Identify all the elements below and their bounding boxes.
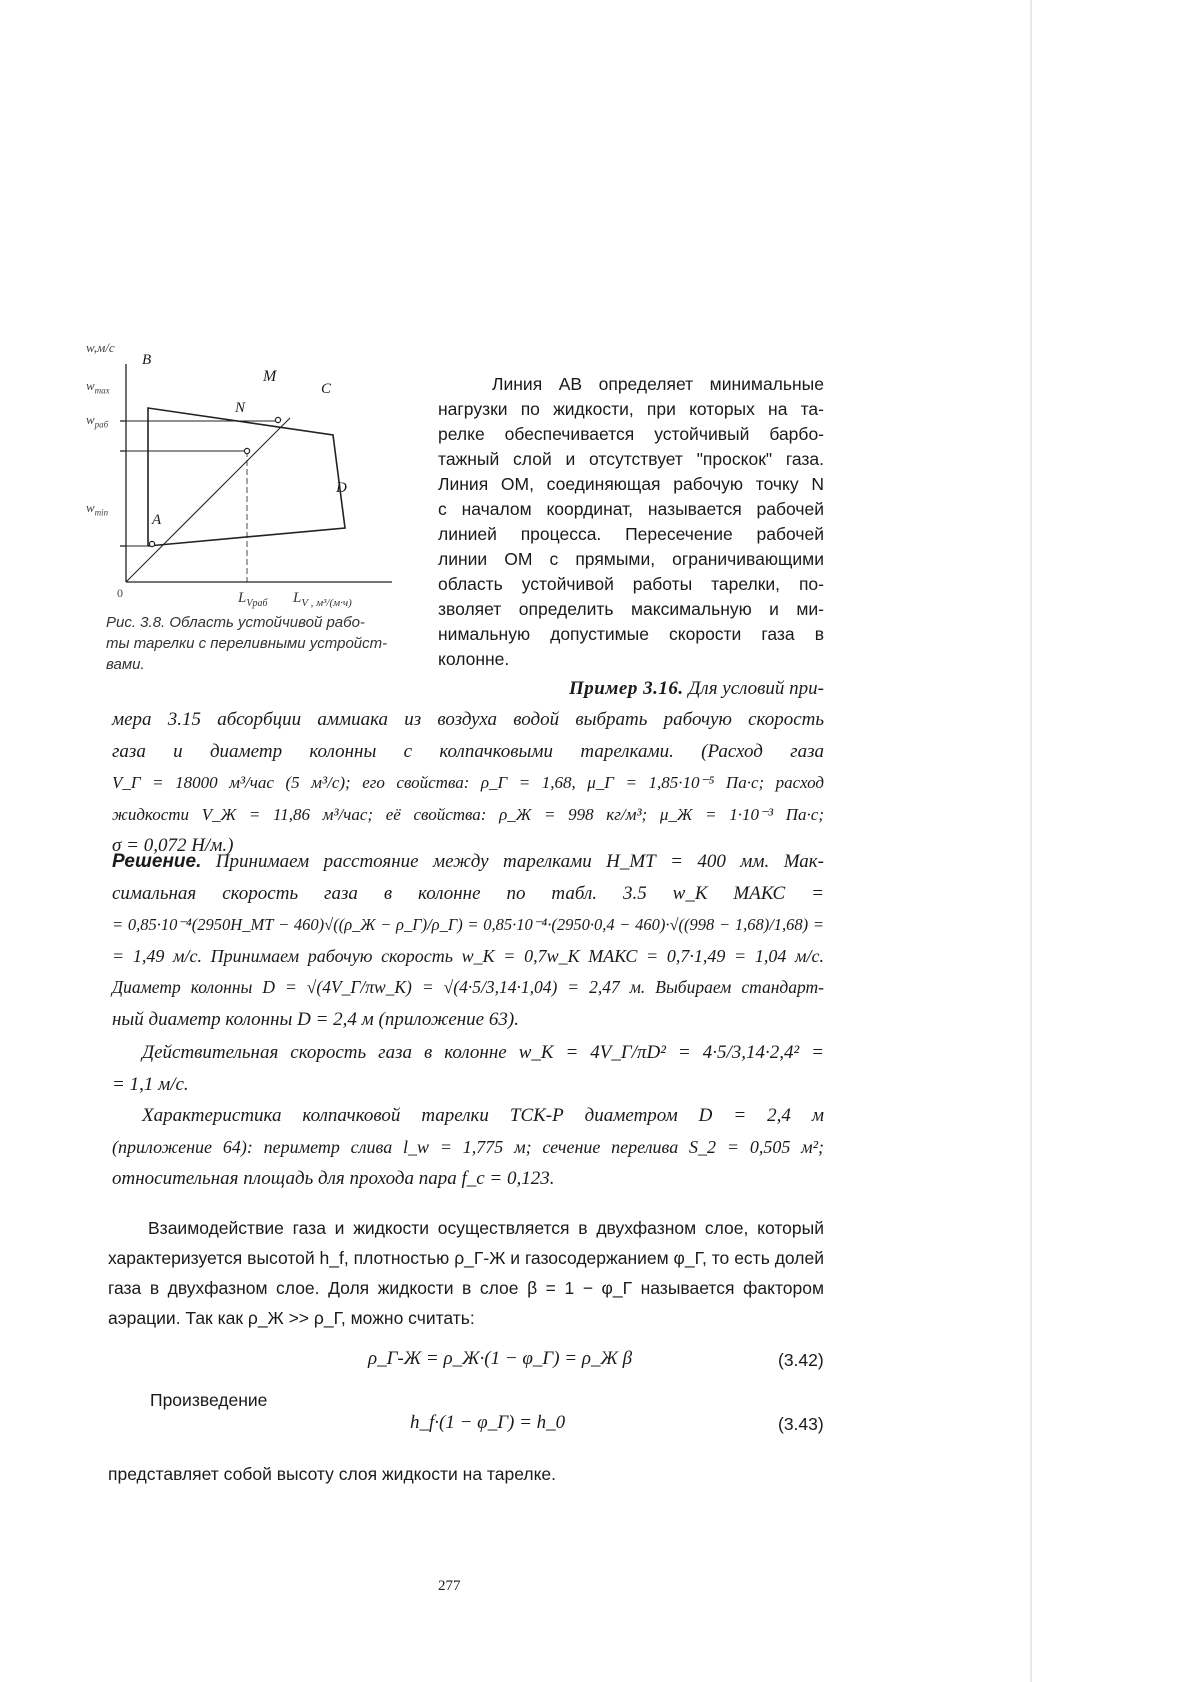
example-line: газа и диаметр колонны с колпачковыми тарелками. (Расход газа: [112, 740, 824, 762]
equation-3-42: ρ_Г-Ж = ρ_Ж·(1 − φ_Г) = ρ_Ж β: [368, 1348, 633, 1369]
example-title: Пример 3.16.: [569, 678, 684, 699]
point-C-label: C: [321, 381, 332, 397]
caption-line: вами.: [106, 656, 145, 673]
text-line: Линия AB определяет минимальные: [492, 374, 824, 394]
stability-region: [148, 408, 345, 546]
text-line: линией процесса. Пересечение рабочей: [438, 524, 824, 544]
equation-3-42-number: (3.42): [778, 1350, 824, 1370]
text-line: нимальную допустимые скорости газа в: [438, 624, 824, 644]
characteristic-paragraph: [112, 1100, 824, 1195]
text-line: релке обеспечивается устойчивый барбо-: [438, 424, 824, 444]
solution-line: симальная скорость газа в колонне по табл. 3.5 w_К МАКС =: [112, 882, 824, 904]
equation-3-43: h_f·(1 − φ_Г) = h_0: [410, 1412, 566, 1433]
equation-3-43-number: (3.43): [778, 1414, 824, 1434]
interaction-line: газа в двухфазном слое. Доля жидкости в слое β = 1 − φ_Г называется фактором: [108, 1278, 824, 1298]
interaction-line: характеризуется высотой h_f, плотностью ρ_Г-Ж и газосодержанием φ_Г, то есть долей: [108, 1248, 824, 1268]
x-axis-label: $L_{V , м^3/(м\cdot ч)}$: [293, 590, 352, 609]
solution-line: = 1,49 м/с. Принимаем рабочую скорость w_К = 0,7w_К МАКС = 0,7·1,49 = 1,04 м/с.: [112, 945, 824, 966]
characteristic-line: Характеристика колпачковой тарелки ТСК-Р диаметром D = 2,4 м: [142, 1105, 824, 1126]
characteristic-line: относительная площадь для прохода пара f_c = 0,123.: [112, 1168, 555, 1189]
solution-line: Диаметр колонны D = √(4V_Г/πw_К) = √(4·5/3,14·1,04) = 2,47 м. Выбираем стандарт-: [112, 977, 824, 997]
solution-title: Решение.: [112, 851, 202, 872]
text-line: зволяет определить максимальную и ми-: [438, 599, 824, 619]
point-D-label: D: [336, 480, 347, 496]
text-line: тажный слой и отсутствует "проскок" газа.: [438, 449, 824, 469]
point-N-label: N: [235, 400, 246, 416]
origin-label: 0: [117, 586, 123, 600]
point-M-marker: [275, 417, 280, 422]
text-line: линии OM с прямыми, ограничивающими: [438, 549, 824, 569]
point-A-label: A: [152, 512, 162, 528]
operating-line-OM: [126, 418, 290, 582]
product-label: Произведение: [150, 1390, 268, 1410]
text-line: Линия OM, соединяющая рабочую точку N: [438, 474, 824, 494]
text-line: колонне.: [438, 649, 510, 669]
actual-speed-paragraph: [112, 1037, 824, 1100]
figure-caption: [106, 612, 406, 675]
right-column-text: [438, 372, 824, 672]
example-line: жидкости V_Ж = 11,86 м³/час; её свойства: ρ_Ж = 998 кг/м³; μ_Ж = 1·10⁻³ Па·с;: [112, 804, 824, 824]
w-min-label: $w_{min}$: [86, 500, 109, 518]
point-M-label: M: [263, 368, 277, 385]
text-line: с началом координат, называется рабочей: [438, 499, 824, 519]
example-heading: [438, 673, 824, 705]
actual-line: Действительная скорость газа в колонне w_К = 4V_Г/πD² = 4·5/3,14·2,4² =: [142, 1042, 824, 1063]
actual-line: = 1,1 м/с.: [112, 1073, 189, 1095]
y-axis-label: w,м/с: [86, 340, 115, 355]
solution-line: Решение. Принимаем расстояние между тарелками H_МТ = 400 мм. Мак-: [112, 851, 824, 872]
example-body: [112, 704, 824, 862]
solution-body: [112, 846, 824, 1035]
solution-line: = 0,85·10⁻⁴(2950H_МТ − 460)√((ρ_Ж − ρ_Г)/ρ_Г) = 0,85·10⁻⁴·(2950·0,4 − 460)·√((998 − 1,68)/1,68) =: [112, 915, 824, 934]
example-line: мера 3.15 абсорбции аммиака из воздуха водой выбрать рабочую скорость: [112, 709, 824, 730]
example-line: σ = 0,072 Н/м.): [112, 835, 234, 856]
interaction-line: аэрации. Так как ρ_Ж >> ρ_Г, можно считать:: [108, 1308, 475, 1328]
caption-line: Рис. 3.8. Область устойчивой рабо-: [106, 614, 365, 631]
interaction-line: Взаимодействие газа и жидкости осуществляется в двухфазном слое, который: [148, 1218, 824, 1238]
scan-edge-line: [1030, 0, 1032, 1682]
characteristic-line: (приложение 64): периметр слива l_w = 1,775 м; сечение перелива S_2 = 0,505 м²;: [112, 1136, 824, 1157]
solution-line: ный диаметр колонны D = 2,4 м (приложение 63).: [112, 1008, 519, 1030]
caption-line: ты тарелки с переливными устройст-: [106, 635, 388, 652]
text-line: область устойчивой работы тарелки, по-: [438, 574, 824, 594]
point-N-marker: [244, 448, 249, 453]
example-line: V_Г = 18000 м³/час (5 м³/с); его свойства: ρ_Г = 1,68, μ_Г = 1,85·10⁻⁵ Па·с; расход: [112, 773, 824, 792]
interaction-paragraph: [108, 1213, 824, 1333]
figure-3-8: [80, 340, 410, 609]
point-B-label: B: [142, 352, 152, 368]
text-line: нагрузки по жидкости, при которых на та-: [438, 399, 824, 419]
page-number: 277: [438, 1578, 461, 1594]
figure-diagram: [80, 350, 410, 600]
final-line: представляет собой высоту слоя жидкости на тарелке.: [108, 1464, 557, 1484]
w-max-label: $w_{max}$: [86, 378, 110, 396]
l-rab-label: $L_{Vраб}$: [238, 590, 268, 609]
point-A-marker: [149, 541, 154, 546]
example-title-rest: Для условий при-: [683, 678, 824, 699]
w-rab-label: $w_{раб}$: [86, 412, 109, 430]
